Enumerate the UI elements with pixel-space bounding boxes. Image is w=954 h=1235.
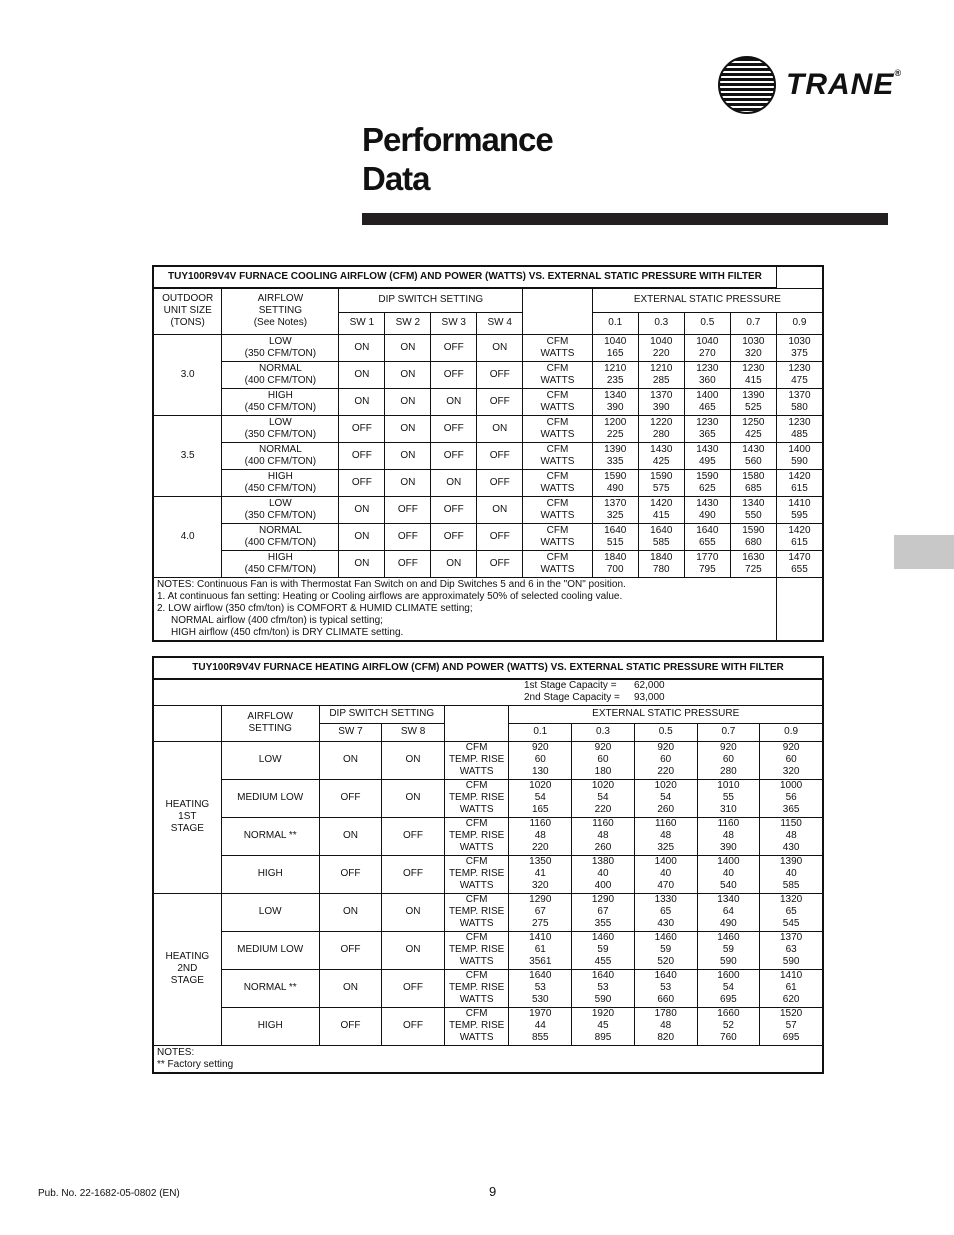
notes-row — [153, 1045, 823, 1073]
value-cell: 1320 65 545 — [760, 893, 823, 931]
airflow-setting: NORMAL ** — [221, 969, 319, 1007]
header-row — [153, 705, 823, 723]
heating-table — [152, 656, 824, 1074]
switch-state: OFF — [319, 855, 382, 893]
value-cell: 1770 795 — [684, 550, 730, 577]
airflow-setting: NORMAL ** — [221, 817, 319, 855]
outdoor-header: OUTDOOR UNIT SIZE (TONS) — [153, 288, 222, 334]
value-cell: 1640 53 590 — [572, 969, 635, 1007]
value-cell: 1160 48 260 — [572, 817, 635, 855]
switch-state: OFF — [431, 361, 477, 388]
value-cell: 1410 61 3561 — [509, 931, 572, 969]
switch-state: ON — [319, 969, 382, 1007]
value-cell: 1460 59 590 — [697, 931, 760, 969]
data-row — [153, 496, 823, 523]
data-row — [153, 969, 823, 1007]
data-row — [153, 817, 823, 855]
switch-state: ON — [431, 388, 477, 415]
switch-state: ON — [319, 893, 382, 931]
value-cell: 1290 67 275 — [509, 893, 572, 931]
switch-state: ON — [385, 361, 431, 388]
dip-header: DIP SWITCH SETTING — [319, 705, 444, 723]
value-cell: 1380 40 400 — [572, 855, 635, 893]
sw-header: SW 4 — [477, 312, 523, 334]
airflow-setting: HIGH (450 CFM/TON) — [222, 388, 339, 415]
value-cell: 1020 54 220 — [572, 779, 635, 817]
value-cell: 1840 780 — [638, 550, 684, 577]
switch-state: ON — [339, 496, 385, 523]
cooling-table — [152, 265, 824, 642]
data-row — [153, 931, 823, 969]
switch-state: OFF — [382, 1007, 445, 1045]
row-label: CFM TEMP. RISE WATTS — [444, 855, 509, 893]
trane-logo — [718, 56, 902, 118]
value-cell: 1390 40 585 — [760, 855, 823, 893]
value-cell: 1400 590 — [776, 442, 823, 469]
value-cell: 1660 52 760 — [697, 1007, 760, 1045]
switch-state: ON — [339, 523, 385, 550]
switch-state: OFF — [339, 415, 385, 442]
value-cell: 1390 525 — [730, 388, 776, 415]
value-cell: 1200 225 — [592, 415, 638, 442]
note-line: NOTES: Continuous Fan is with Thermostat Fan Switch on and Dip Switches 5 and 6 in the "ON" position. — [157, 578, 626, 590]
table-title: TUY100R9V4V FURNACE HEATING AIRFLOW (CFM) AND POWER (WATTS) VS. EXTERNAL STATIC PRESSURE WITH FILTER — [153, 657, 823, 679]
switch-state: OFF — [431, 334, 477, 361]
airflow-setting: MEDIUM LOW — [221, 931, 319, 969]
switch-state: OFF — [339, 442, 385, 469]
airflow-setting: LOW (350 CFM/TON) — [222, 334, 339, 361]
tons-cell: 3.5 — [153, 415, 222, 496]
row-label: CFM WATTS — [523, 361, 593, 388]
value-cell: 1410 61 620 — [760, 969, 823, 1007]
data-row — [153, 442, 823, 469]
switch-state: ON — [382, 779, 445, 817]
stage-header — [153, 705, 221, 741]
value-cell: 1640 655 — [684, 523, 730, 550]
airflow-setting: HIGH — [221, 855, 319, 893]
value-cell: 1920 45 895 — [572, 1007, 635, 1045]
value-cell: 1230 485 — [776, 415, 823, 442]
value-cell: 1040 270 — [684, 334, 730, 361]
switch-state: OFF — [431, 523, 477, 550]
esp-value-header: 0.1 — [509, 723, 572, 741]
airflow-setting: LOW — [221, 741, 319, 779]
value-cell: 1520 57 695 — [760, 1007, 823, 1045]
row-label: CFM TEMP. RISE WATTS — [444, 1007, 509, 1045]
row-label: CFM TEMP. RISE WATTS — [444, 969, 509, 1007]
switch-state: ON — [339, 361, 385, 388]
data-row — [153, 334, 823, 361]
value-cell: 1370 390 — [638, 388, 684, 415]
row-label: CFM WATTS — [523, 442, 593, 469]
value-cell: 1020 54 165 — [509, 779, 572, 817]
value-cell: 1590 680 — [730, 523, 776, 550]
stage-cell: HEATING 2ND STAGE — [153, 893, 221, 1045]
value-cell: 1230 365 — [684, 415, 730, 442]
switch-state: ON — [431, 469, 477, 496]
airflow-setting: LOW — [221, 893, 319, 931]
value-cell: 1290 67 355 — [572, 893, 635, 931]
airflow-setting: MEDIUM LOW — [221, 779, 319, 817]
row-label: CFM TEMP. RISE WATTS — [444, 741, 509, 779]
note-line: NORMAL airflow (400 cfm/ton) is typical setting; — [171, 614, 383, 626]
tons-cell: 4.0 — [153, 496, 222, 577]
switch-state: ON — [385, 388, 431, 415]
value-cell: 920 60 130 — [509, 741, 572, 779]
switch-state: OFF — [477, 442, 523, 469]
value-cell: 1400 465 — [684, 388, 730, 415]
switch-state: ON — [385, 469, 431, 496]
switch-state: OFF — [319, 1007, 382, 1045]
value-cell: 1590 625 — [684, 469, 730, 496]
sw-header: SW 7 — [319, 723, 382, 741]
switch-state: OFF — [477, 361, 523, 388]
page-number: 9 — [489, 1184, 497, 1199]
value-cell: 1350 41 320 — [509, 855, 572, 893]
row-label: CFM TEMP. RISE WATTS — [444, 817, 509, 855]
brand-reg: ® — [894, 68, 902, 78]
switch-state: ON — [339, 334, 385, 361]
publication-number: Pub. No. 22-1682-05-0802 (EN) — [38, 1188, 180, 1199]
switch-state: OFF — [319, 931, 382, 969]
value-cell: 1210 235 — [592, 361, 638, 388]
data-row — [153, 361, 823, 388]
switch-state: OFF — [385, 523, 431, 550]
value-cell: 1640 515 — [592, 523, 638, 550]
esp-value-header: 0.3 — [638, 312, 684, 334]
data-row — [153, 1007, 823, 1045]
row-label: CFM WATTS — [523, 496, 593, 523]
switch-state: ON — [382, 893, 445, 931]
value-cell: 1340 550 — [730, 496, 776, 523]
value-cell: 1030 320 — [730, 334, 776, 361]
airflow-setting: LOW (350 CFM/TON) — [222, 415, 339, 442]
value-cell: 920 60 180 — [572, 741, 635, 779]
esp-value-header: 0.9 — [760, 723, 823, 741]
value-cell: 1470 655 — [776, 550, 823, 577]
capacity-block — [153, 679, 823, 705]
switch-state: OFF — [385, 496, 431, 523]
value-cell: 1430 560 — [730, 442, 776, 469]
value-cell: 920 60 320 — [760, 741, 823, 779]
value-cell: 1040 165 — [592, 334, 638, 361]
value-cell: 1420 615 — [776, 523, 823, 550]
value-cell: 1460 59 455 — [572, 931, 635, 969]
value-cell: 1160 48 220 — [509, 817, 572, 855]
value-cell: 1640 585 — [638, 523, 684, 550]
capacity-line: 1st Stage Capacity = 62,000 — [524, 680, 665, 692]
airflow-setting: HIGH (450 CFM/TON) — [222, 550, 339, 577]
switch-state: ON — [382, 931, 445, 969]
data-row — [153, 469, 823, 496]
switch-state: OFF — [382, 817, 445, 855]
value-cell: 1250 425 — [730, 415, 776, 442]
switch-state: ON — [319, 741, 382, 779]
esp-value-header: 0.3 — [572, 723, 635, 741]
switch-state: OFF — [477, 523, 523, 550]
value-cell: 1580 685 — [730, 469, 776, 496]
switch-state: OFF — [339, 469, 385, 496]
airflow-setting: HIGH (450 CFM/TON) — [222, 469, 339, 496]
value-cell: 1600 54 695 — [697, 969, 760, 1007]
data-row — [153, 855, 823, 893]
value-cell: 1330 65 430 — [634, 893, 697, 931]
notes-row — [153, 577, 823, 641]
value-cell: 1400 40 470 — [634, 855, 697, 893]
switch-state: OFF — [477, 550, 523, 577]
esp-header: EXTERNAL STATIC PRESSURE — [509, 705, 823, 723]
value-cell: 1370 63 590 — [760, 931, 823, 969]
airflow-setting: HIGH — [221, 1007, 319, 1045]
value-cell: 1460 59 520 — [634, 931, 697, 969]
data-row — [153, 415, 823, 442]
row-label: CFM TEMP. RISE WATTS — [444, 893, 509, 931]
switch-state: ON — [477, 334, 523, 361]
value-cell: 1780 48 820 — [634, 1007, 697, 1045]
switch-state: OFF — [382, 969, 445, 1007]
value-cell: 1840 700 — [592, 550, 638, 577]
value-cell: 1420 615 — [776, 469, 823, 496]
note-line: 2. LOW airflow (350 cfm/ton) is COMFORT & HUMID CLIMATE setting; — [157, 602, 473, 614]
airflow-setting: NORMAL (400 CFM/TON) — [222, 361, 339, 388]
airflow-header: AIRFLOW SETTING — [221, 705, 319, 741]
table-title-row — [153, 657, 823, 679]
row-label: CFM WATTS — [523, 415, 593, 442]
row-label: CFM WATTS — [523, 469, 593, 496]
switch-state: ON — [385, 415, 431, 442]
value-cell: 1590 490 — [592, 469, 638, 496]
switch-state: ON — [339, 388, 385, 415]
value-cell: 1160 48 325 — [634, 817, 697, 855]
value-cell: 1230 415 — [730, 361, 776, 388]
switch-state: ON — [319, 817, 382, 855]
section-tab — [894, 535, 954, 569]
value-cell: 1340 64 490 — [697, 893, 760, 931]
value-cell: 1430 495 — [684, 442, 730, 469]
switch-state: OFF — [319, 779, 382, 817]
trane-logo-icon — [718, 56, 776, 114]
value-cell: 920 60 280 — [697, 741, 760, 779]
label-header — [523, 288, 593, 334]
value-cell: 1210 285 — [638, 361, 684, 388]
esp-header: EXTERNAL STATIC PRESSURE — [592, 288, 823, 312]
page-title: Performance Data — [362, 121, 553, 197]
label-header — [444, 705, 509, 741]
data-row — [153, 779, 823, 817]
value-cell: 1640 53 660 — [634, 969, 697, 1007]
switch-state: OFF — [477, 469, 523, 496]
notes — [153, 577, 776, 641]
value-cell: 1340 390 — [592, 388, 638, 415]
value-cell: 1400 40 540 — [697, 855, 760, 893]
value-cell: 1150 48 430 — [760, 817, 823, 855]
switch-state: OFF — [382, 855, 445, 893]
esp-value-header: 0.7 — [697, 723, 760, 741]
table-title: TUY100R9V4V FURNACE COOLING AIRFLOW (CFM) AND POWER (WATTS) VS. EXTERNAL STATIC PRESSURE WITH FILTER — [153, 266, 776, 288]
table-title-row — [153, 266, 823, 288]
value-cell: 1160 48 390 — [697, 817, 760, 855]
header-row — [153, 288, 823, 312]
stage-cell: HEATING 1ST STAGE — [153, 741, 221, 893]
switch-state: ON — [477, 415, 523, 442]
value-cell: 1230 475 — [776, 361, 823, 388]
switch-state: ON — [339, 550, 385, 577]
sw-header: SW 1 — [339, 312, 385, 334]
sw-header: SW 3 — [431, 312, 477, 334]
value-cell: 1370 580 — [776, 388, 823, 415]
switch-state: OFF — [385, 550, 431, 577]
value-cell: 1020 54 260 — [634, 779, 697, 817]
switch-state: ON — [385, 442, 431, 469]
value-cell: 1220 280 — [638, 415, 684, 442]
data-row — [153, 550, 823, 577]
row-label: CFM WATTS — [523, 334, 593, 361]
switch-state: OFF — [431, 415, 477, 442]
value-cell: 1420 415 — [638, 496, 684, 523]
sw-header: SW 8 — [382, 723, 445, 741]
switch-state: ON — [431, 550, 477, 577]
data-row — [153, 388, 823, 415]
value-cell: 1040 220 — [638, 334, 684, 361]
brand-name: TRANE — [786, 68, 895, 101]
value-cell: 1390 335 — [592, 442, 638, 469]
capacity-row — [153, 679, 823, 705]
data-row — [153, 523, 823, 550]
value-cell: 1230 360 — [684, 361, 730, 388]
esp-value-header: 0.9 — [776, 312, 823, 334]
esp-value-header: 0.5 — [684, 312, 730, 334]
value-cell: 1410 595 — [776, 496, 823, 523]
tons-cell: 3.0 — [153, 334, 222, 415]
value-cell: 1630 725 — [730, 550, 776, 577]
value-cell: 1430 425 — [638, 442, 684, 469]
row-label: CFM TEMP. RISE WATTS — [444, 931, 509, 969]
data-row — [153, 741, 823, 779]
value-cell: 920 60 220 — [634, 741, 697, 779]
row-label: CFM WATTS — [523, 388, 593, 415]
value-cell: 1590 575 — [638, 469, 684, 496]
notes: NOTES: ** Factory setting — [153, 1045, 823, 1073]
value-cell: 1370 325 — [592, 496, 638, 523]
airflow-setting: LOW (350 CFM/TON) — [222, 496, 339, 523]
capacity-line: 2nd Stage Capacity = 93,000 — [524, 692, 665, 704]
title-rule — [362, 213, 888, 225]
row-label: CFM TEMP. RISE WATTS — [444, 779, 509, 817]
esp-value-header: 0.1 — [592, 312, 638, 334]
airflow-header: AIRFLOW SETTING (See Notes) — [222, 288, 339, 334]
value-cell: 1030 375 — [776, 334, 823, 361]
airflow-setting: NORMAL (400 CFM/TON) — [222, 523, 339, 550]
value-cell: 1000 56 365 — [760, 779, 823, 817]
row-label: CFM WATTS — [523, 550, 593, 577]
data-row — [153, 893, 823, 931]
value-cell: 1640 53 530 — [509, 969, 572, 1007]
value-cell: 1430 490 — [684, 496, 730, 523]
dip-header: DIP SWITCH SETTING — [339, 288, 523, 312]
note-line: HIGH airflow (450 cfm/ton) is DRY CLIMATE setting. — [171, 626, 404, 638]
value-cell: 1970 44 855 — [509, 1007, 572, 1045]
esp-value-header: 0.7 — [730, 312, 776, 334]
value-cell: 1010 55 310 — [697, 779, 760, 817]
row-label: CFM WATTS — [523, 523, 593, 550]
note-line: 1. At continuous fan setting: Heating or Cooling airflows are approximately 50% of selected cooling value. — [157, 590, 623, 602]
sw-header: SW 2 — [385, 312, 431, 334]
switch-state: ON — [477, 496, 523, 523]
switch-state: ON — [382, 741, 445, 779]
switch-state: OFF — [431, 496, 477, 523]
switch-state: OFF — [431, 442, 477, 469]
esp-value-header: 0.5 — [634, 723, 697, 741]
switch-state: ON — [385, 334, 431, 361]
airflow-setting: NORMAL (400 CFM/TON) — [222, 442, 339, 469]
switch-state: OFF — [477, 388, 523, 415]
